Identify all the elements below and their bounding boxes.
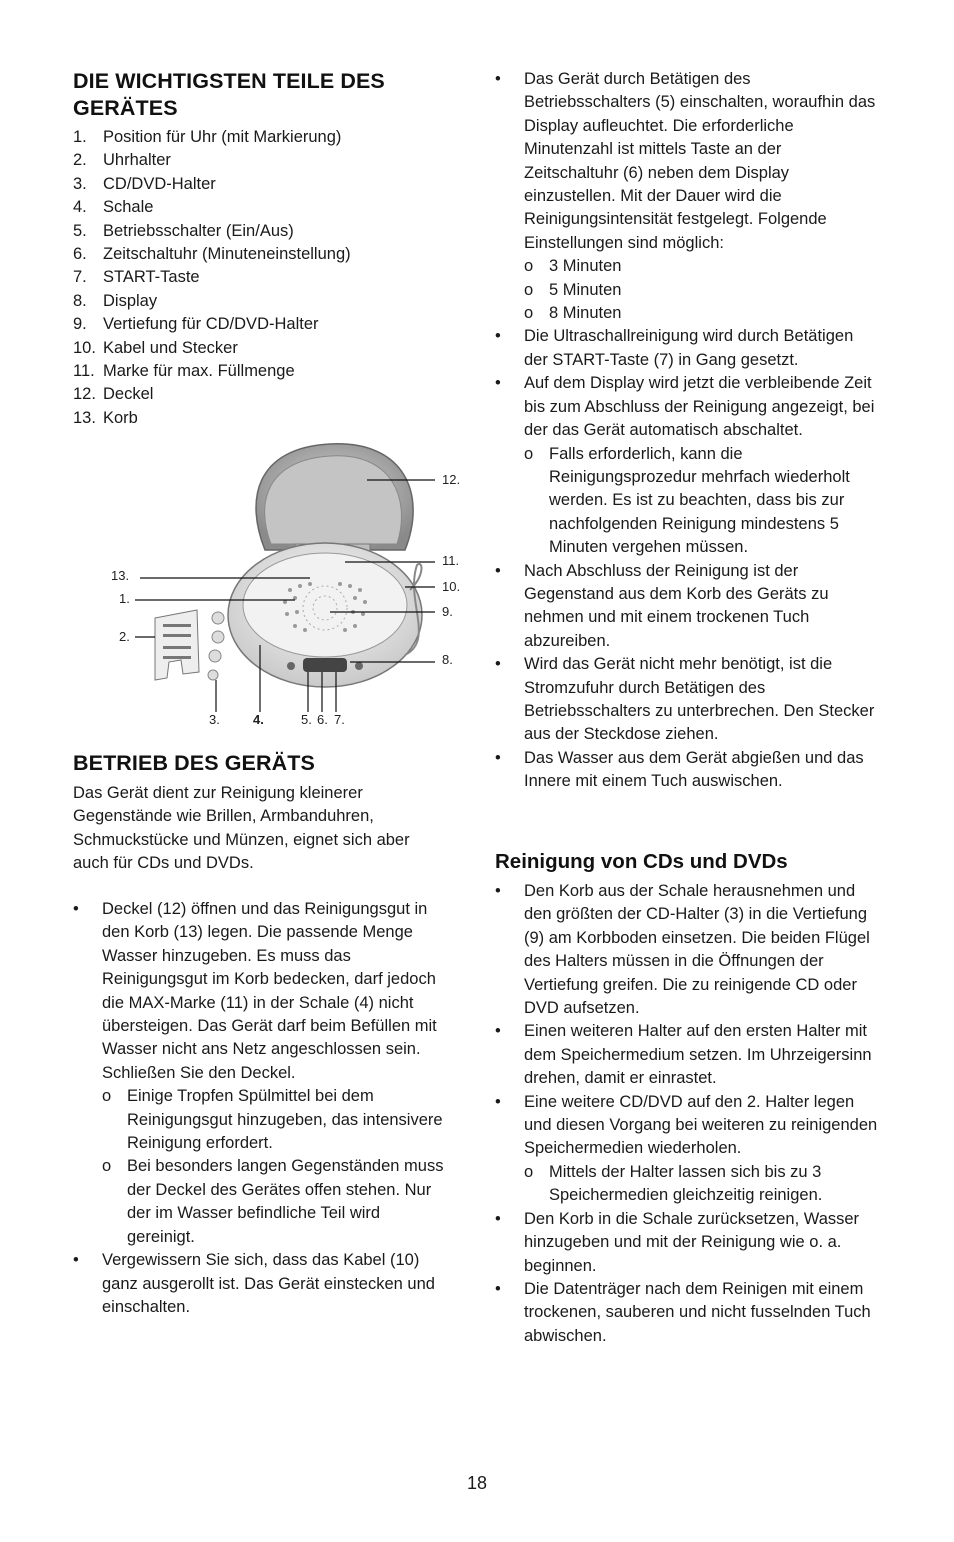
heading-operation: BETRIEB DES GERÄTS — [73, 751, 315, 775]
operation-list — [73, 898, 448, 1319]
list-item: • Wird das Gerät nicht mehr benötigt, ist die Stromzufuhr durch Betätigen des Betriebsschalters zu unterbrechen. Den Stecker aus der Steckdose ziehen. — [495, 655, 875, 744]
list-item: • Einen weiteren Halter auf den ersten Halter mit dem Speichermedium setzen. Im Uhrzeigersinn drehen, damit er einrastet. — [495, 1022, 872, 1088]
page-number: 18 — [466, 1473, 488, 1493]
list-item: 12. Deckel — [73, 385, 154, 404]
list-item: • Das Gerät durch Betätigen des Betriebsschalters (5) einschalten, woraufhin das Display aufleuchtet. Die erforderliche Minutenzahl ist mittels Taste an der Zeitschaltuhr (6) neben dem Display einzustellen. Mit der Dauer wird die Reinigungsintensität festgelegt. Folgende Einstellungen sind möglich: o 3 Minuten o 5 Minuten o 8 Minuten — [495, 68, 880, 325]
figure-label-8: 8. — [442, 652, 453, 667]
list-item: 9. Vertiefung für CD/DVD-Halter — [73, 315, 319, 334]
list-item: 5. Betriebsschalter (Ein/Aus) — [73, 221, 294, 240]
figure-label-1: 1. — [119, 591, 130, 606]
sub-list-item: o 8 Minuten — [524, 304, 622, 323]
ultrasonic-cleaner-illustration — [105, 440, 475, 730]
sub-list-item: o Mittels der Halter lassen sich bis zu 3 Speichermedien gleichzeitig reinigen. — [524, 1162, 823, 1205]
list-item: 8. Display — [73, 291, 158, 310]
sub-list-item: o Einige Tropfen Spülmittel bei dem Reinigungsgut hinzugeben, das intensivere Reinigung erfordert. — [102, 1087, 443, 1153]
list-item: 2. Uhrhalter — [73, 151, 171, 170]
list-item: 4. Schale — [73, 198, 154, 217]
intro-paragraph: Das Gerät dient zur Reinigung kleinerer Gegenstände wie Brillen, Armbanduhren, Schmuckstücke und Münzen, eignet sich aber auch für CDs und DVDs. — [73, 784, 410, 873]
figure-label-12: 12. — [442, 472, 461, 487]
heading-cd-cleaning: Reinigung von CDs und DVDs — [495, 850, 788, 873]
figure-label-5: 5. — [301, 712, 312, 727]
list-item: • Auf dem Display wird jetzt die verbleibende Zeit bis zum Abschluss der Reinigung angezeigt, bei der das Gerät automatisch abschaltet. o Falls erforderlich, kann die Reinigungsprozedur mehrfach wiederholt werden. Es ist zu beachten, dass bis zur nachfolgenden Reinigung mindestens 5 Minuten vergehen müssen. — [495, 372, 880, 559]
figure-label-2: 2. — [119, 629, 130, 644]
figure-label-10: 10. — [442, 579, 461, 594]
list-item: • Nach Abschluss der Reinigung ist der Gegenstand aus dem Korb des Geräts zu nehmen und mit einem trockenen Tuch abzureiben. — [495, 561, 829, 650]
list-item: • Die Datenträger nach dem Reinigen mit einem trockenen, sauberen und nicht fusselnden Tuch abwischen. — [495, 1279, 871, 1345]
list-item: • Das Wasser aus dem Gerät abgießen und das Innere mit einem Tuch auswischen. — [495, 748, 864, 791]
watch-holder-shape — [155, 610, 199, 680]
list-item: 7. START-Taste — [73, 268, 200, 287]
list-item: 3. CD/DVD-Halter — [73, 174, 216, 193]
list-item: • Den Korb in die Schale zurücksetzen, Wasser hinzugeben und mit der Reinigung wie o. a. beginnen. — [495, 1209, 860, 1275]
list-item: • Eine weitere CD/DVD auf den 2. Halter legen und diesen Vorgang bei weiteren zu reinigenden Speichermedien wiederholen. o Mittels der Halter lassen sich bis zu 3 Speichermedien gleichzeitig reinigen. — [495, 1091, 880, 1208]
list-item: • Die Ultraschallreinigung wird durch Betätigen der START-Taste (7) in Gang gesetzt. — [495, 327, 854, 369]
list-item: • Vergewissern Sie sich, dass das Kabel (10) ganz ausgerollt ist. Das Gerät einstecken und einschalten. — [73, 1251, 435, 1316]
operation-list-continued — [495, 68, 880, 794]
heading-main-parts: DIE WICHTIGSTEN TEILE DES GERÄTES — [73, 69, 385, 120]
list-item: 11. Marke für max. Füllmenge — [73, 362, 295, 381]
list-item: 10. Kabel und Stecker — [73, 338, 238, 357]
device-diagram — [105, 440, 475, 730]
figure-label-7: 7. — [334, 712, 345, 727]
figure-label-11: 11. — [442, 553, 460, 568]
figure-label-13: 13. — [111, 568, 130, 583]
figure-label-9: 9. — [442, 604, 453, 619]
figure-label-6: 6. — [317, 712, 328, 727]
sub-list-item: o Bei besonders langen Gegenständen muss der Deckel des Gerätes offen stehen. Nur der im Wasser befindliche Teil wird gereinigt. — [102, 1157, 444, 1246]
list-item: • Deckel (12) öffnen und das Reinigungsgut in den Korb (13) legen. Die passende Menge Wasser hinzugeben. Es muss das Reinigungsgut im Korb bedecken, darf jedoch die MAX-Marke (11) in der Schale (4) nicht übersteigen. Das Gerät darf beim Befüllen mit Wasser nicht ans Netz angeschlossen sein. Schließen Sie den Deckel. o Einige Tropfen Spülmittel bei dem Reinigungsgut hinzugeben, das intensivere Reinigung erfordert. o Bei besonders langen Gegenständen muss der Deckel des Gerätes offen stehen. Nur der im Wasser befindliche Teil wird gereinigt. — [73, 898, 448, 1249]
parts-list — [73, 126, 453, 430]
figure-label-3: 3. — [209, 712, 220, 727]
figure-label-4: 4. — [253, 712, 264, 727]
list-item: 1. Position für Uhr (mit Markierung) — [73, 128, 342, 146]
cd-cleaning-list — [495, 880, 880, 1348]
list-item: • Den Korb aus der Schale herausnehmen und den größten der CD-Halter (3) in die Vertiefung (9) am Korbboden einsetzen. Die beiden Flügel des Halters müssen in die Öffnungen der Vertiefung greifen. Die zu reinigende CD oder DVD aufsetzen. — [495, 882, 870, 1018]
list-item: 13. Korb — [73, 408, 138, 427]
sub-list-item: o 3 Minuten — [524, 257, 622, 276]
list-item: 6. Zeitschaltuhr (Minuteneinstellung) — [73, 245, 351, 264]
sub-list-item: o Falls erforderlich, kann die Reinigungsprozedur mehrfach wiederholt werden. Es ist zu beachten, dass bis zur nachfolgenden Reinigung mindestens 5 Minuten vergehen müssen. — [524, 444, 850, 557]
sub-list-item: o 5 Minuten — [524, 280, 622, 299]
